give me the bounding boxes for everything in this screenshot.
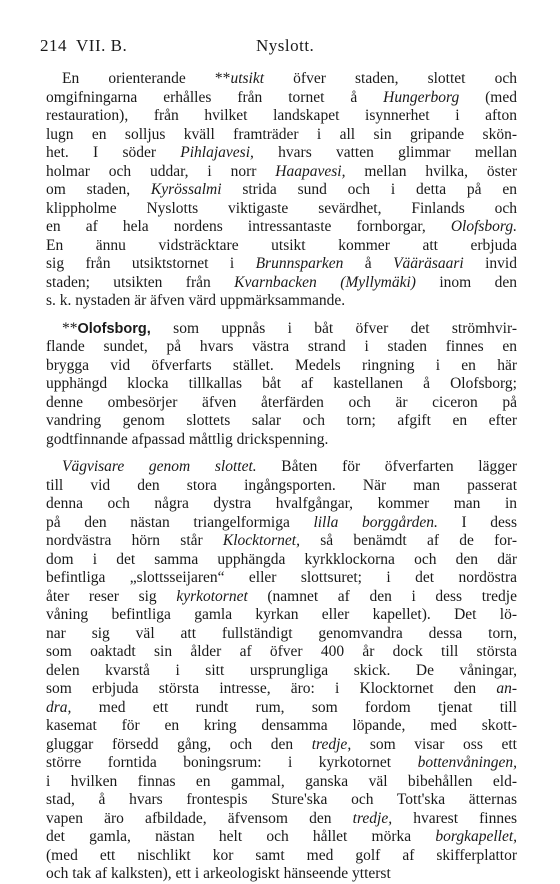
text-line: nordvästra hörn står Klocktornet, så benämdt af de for- bbox=[46, 532, 517, 549]
text-line: på den nästan triangelformiga lilla borggården. I dess bbox=[46, 513, 517, 531]
text-line: vandring genom slottets salar och torn; afgift en efter bbox=[46, 412, 517, 429]
text-line: en af hela nordens intressantaste fornborgar, Olofsborg. bbox=[46, 218, 517, 235]
paragraph-gap bbox=[46, 449, 517, 458]
text-line: En orienterande **utsikt öfver staden, slottet och bbox=[62, 70, 517, 87]
text-line: våning befintliga gamla kyrkan eller kapellet). Det lö- bbox=[46, 606, 517, 623]
running-header bbox=[40, 36, 514, 58]
text-line: som oaktadt sin ålder af öfver 400 år dock till största bbox=[46, 643, 517, 660]
text-line: godtfinnande afpassad måttlig drickspenning. bbox=[46, 430, 329, 448]
running-title: Nyslott. bbox=[256, 36, 315, 55]
text-line: nar sig väl att fullständigt genomvandra dessa torn, bbox=[46, 624, 517, 642]
text-line: staden; utsikten från Kvarnbacken (Myllymäki) inom den bbox=[46, 273, 517, 291]
chapter-label: VII. B. bbox=[76, 36, 128, 55]
text-line: i hvilken finnas en gammal, ganska väl bibehållen eld- bbox=[46, 772, 517, 790]
text-line: till vid den stora ingångsporten. När man passerat bbox=[46, 476, 517, 494]
text-line: kasemat för en kring densamma löpande, med skott- bbox=[46, 717, 517, 734]
text-line: sig från utsiktstornet i Brunnsparken å Vääräsaari invid bbox=[46, 255, 517, 272]
text-line: denna och några dystra hvalfgångar, kommer man in bbox=[46, 495, 517, 512]
text-line: s. k. nystaden är äfven värd uppmärksammande. bbox=[46, 292, 346, 309]
text-line: dom i det samma upphängda kyrkklockorna och den där bbox=[46, 550, 517, 568]
text-line: omgifningarna erhålles från tornet å Hungerborg (med bbox=[46, 88, 517, 106]
text-line: och tak af kalksten), ett i arkeologiskt hänseende ytterst bbox=[46, 865, 391, 882]
text-line: stad, å hvars frontespis Sture'ska och Tott'ska ätternas bbox=[46, 791, 517, 808]
text-line: holmar och uddar, i norr Haapavesi, mellan hvilka, öster bbox=[46, 162, 517, 180]
text-line: större forntida boningsrum: i kyrkotornet bottenvåningen, bbox=[46, 754, 517, 771]
text-line: vapen äro afbildade, äfvensom den tredje, hvarest finnes bbox=[46, 809, 518, 827]
text-line: denne ombesörjer äfven återfärden och är ciceron på bbox=[46, 393, 517, 411]
text-line: lugn en solljus kväll framträder i all sin gripande skön- bbox=[46, 125, 517, 143]
paragraph bbox=[46, 320, 517, 450]
text-line: om staden, Kyrössalmi strida sund och i detta på en bbox=[46, 181, 517, 198]
text-line: befintliga „slottsseijaren“ eller slottsuret; i det nordöstra bbox=[46, 569, 517, 586]
text-line: (med ett nischlikt kor samt med golf af skifferplattor bbox=[46, 846, 517, 864]
text-line: upphängd klocka tillkallas båt af kastellanen å Olofsborg; bbox=[46, 375, 517, 392]
paragraph bbox=[46, 70, 517, 311]
paragraph bbox=[46, 458, 517, 884]
text-line: gluggar försedd gång, och den tredje, som visar oss ett bbox=[46, 735, 517, 753]
text-line: klippholme Nyslotts viktigaste sevärdhet, Finlands och bbox=[46, 199, 517, 217]
text-line: restauration), från hvilket landskapet isynnerhet i afton bbox=[46, 107, 517, 124]
text-line: åter reser sig kyrkotornet (namnet af den i dess tredje bbox=[46, 587, 517, 605]
text-line: **Olofsborg, som uppnås i båt öfver det strömhvir- bbox=[62, 319, 517, 337]
text-line: het. I söder Pihlajavesi, hvars vatten glimmar mellan bbox=[46, 144, 518, 161]
page-body bbox=[46, 70, 517, 884]
text-line: det gamla, nästan helt och hållet mörka borgkapellet, bbox=[46, 828, 517, 845]
text-line: dra, med ett rundt rum, som fordom tjenat till bbox=[46, 698, 517, 716]
paragraph-gap bbox=[46, 311, 517, 320]
text-line: En ännu vidsträcktare utsikt kommer att erbjuda bbox=[46, 236, 517, 254]
page-number: 214 bbox=[40, 36, 67, 55]
text-line: delen kvarstå i sitt ursprungliga skick. De våningar, bbox=[46, 661, 517, 679]
text-line: flande sundet, på hvars västra strand i staden finnes en bbox=[46, 338, 517, 355]
text-line: Vägvisare genom slottet. Båten för öfverfarten lägger bbox=[62, 458, 517, 475]
text-line: som erbjuda största intresse, äro: i Klocktornet den an- bbox=[46, 680, 517, 697]
text-line: brygga vid öfverfarts stället. Medels ringning i en här bbox=[46, 356, 517, 374]
